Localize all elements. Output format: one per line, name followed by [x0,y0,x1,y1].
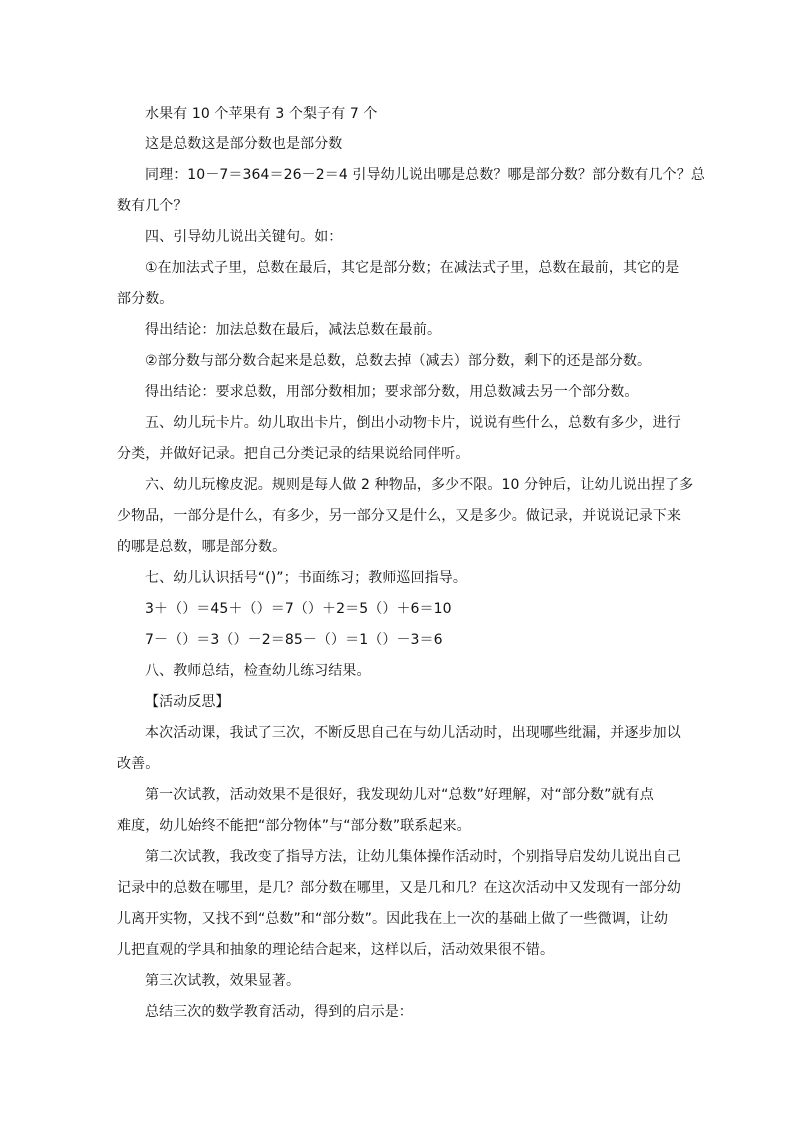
exercise-line: 3＋（）＝45＋（）＝7（）＋2＝5（）＋6＝10 [145,601,452,617]
section-heading: 八、教师总结，检查幼儿练习结果。 [145,663,371,679]
paragraph-line: 本次活动课，我试了三次，不断反思自己在与幼儿活动时，出现哪些纰漏，并逐步加以 [145,725,681,741]
paragraph-line: 儿离开实物，又找不到“总数”和“部分数”。因此我在上一次的基础上做了一些微调，让幼 [117,911,669,927]
exercise-line: 7－（）＝3（）－2＝85－（）＝1（）－3＝6 [145,632,443,648]
paragraph-line: 得出结论：加法总数在最后，减法总数在最前。 [145,322,442,338]
paragraph-line: ①在加法式子里，总数在最后，其它是部分数；在减法式子里，总数在最前，其它的是 [145,260,680,276]
section-heading: 六、幼儿玩橡皮泥。规则是每人做 2 种物品，多少不限。10 分钟后，让幼儿说出捏了多 [145,477,694,493]
paragraph-line: 儿把直观的学具和抽象的理论结合起来，这样以后，活动效果很不错。 [117,942,555,958]
paragraph-line: 得出结论：要求总数，用部分数相加；要求部分数，用总数减去另一个部分数。 [145,384,639,400]
paragraph-line: 改善。 [117,756,160,772]
paragraph-line: 分类，并做好记录。把自己分类记录的结果说给同伴听。 [117,446,470,462]
paragraph-line: 少物品，一部分是什么，有多少，另一部分又是什么，又是多少。做记录，并说说记录下来 [117,508,681,524]
paragraph-line: 难度，幼儿始终不能把“部分物体”与“部分数”联系起来。 [117,818,471,834]
section-heading: 四、引导幼儿说出关键句。如： [145,229,343,245]
paragraph-line: 部分数。 [117,291,174,307]
paragraph-line: 数有几个？ [117,198,188,214]
paragraph-line: 第三次试教，效果显著。 [145,973,301,989]
section-heading: 五、幼儿玩卡片。幼儿取出卡片，倒出小动物卡片，说说有些什么，总数有多少，进行 [145,415,681,431]
paragraph-line: 同理：10－7＝364＝26－2＝4 引导幼儿说出哪是总数？哪是部分数？部分数有几个？总 [145,167,705,183]
paragraph-line: 的哪是总数，哪是部分数。 [117,539,287,555]
paragraph-line: 记录中的总数在哪里，是几？部分数在哪里，又是几和几？在这次活动中又发现有一部分幼 [117,880,681,896]
paragraph-line: 第二次试教，我改变了指导方法，让幼儿集体操作活动时，个别指导启发幼儿说出自己 [145,849,681,865]
section-heading: 七、幼儿认识括号“()”；书面练习；教师巡回指导。 [145,570,467,586]
paragraph-line: 第一次试教，活动效果不是很好，我发现幼儿对“总数”好理解，对“部分数”就有点 [145,787,654,803]
section-title: 【活动反思】 [145,694,230,710]
paragraph-line: ②部分数与部分数合起来是总数，总数去掉（减去）部分数，剩下的还是部分数。 [145,353,652,369]
paragraph-line: 这是总数这是部分数也是部分数 [145,136,343,152]
paragraph-line: 总结三次的数学教育活动，得到的启示是： [145,1004,413,1020]
paragraph-line: 水果有 10 个苹果有 3 个梨子有 7 个 [145,106,378,122]
